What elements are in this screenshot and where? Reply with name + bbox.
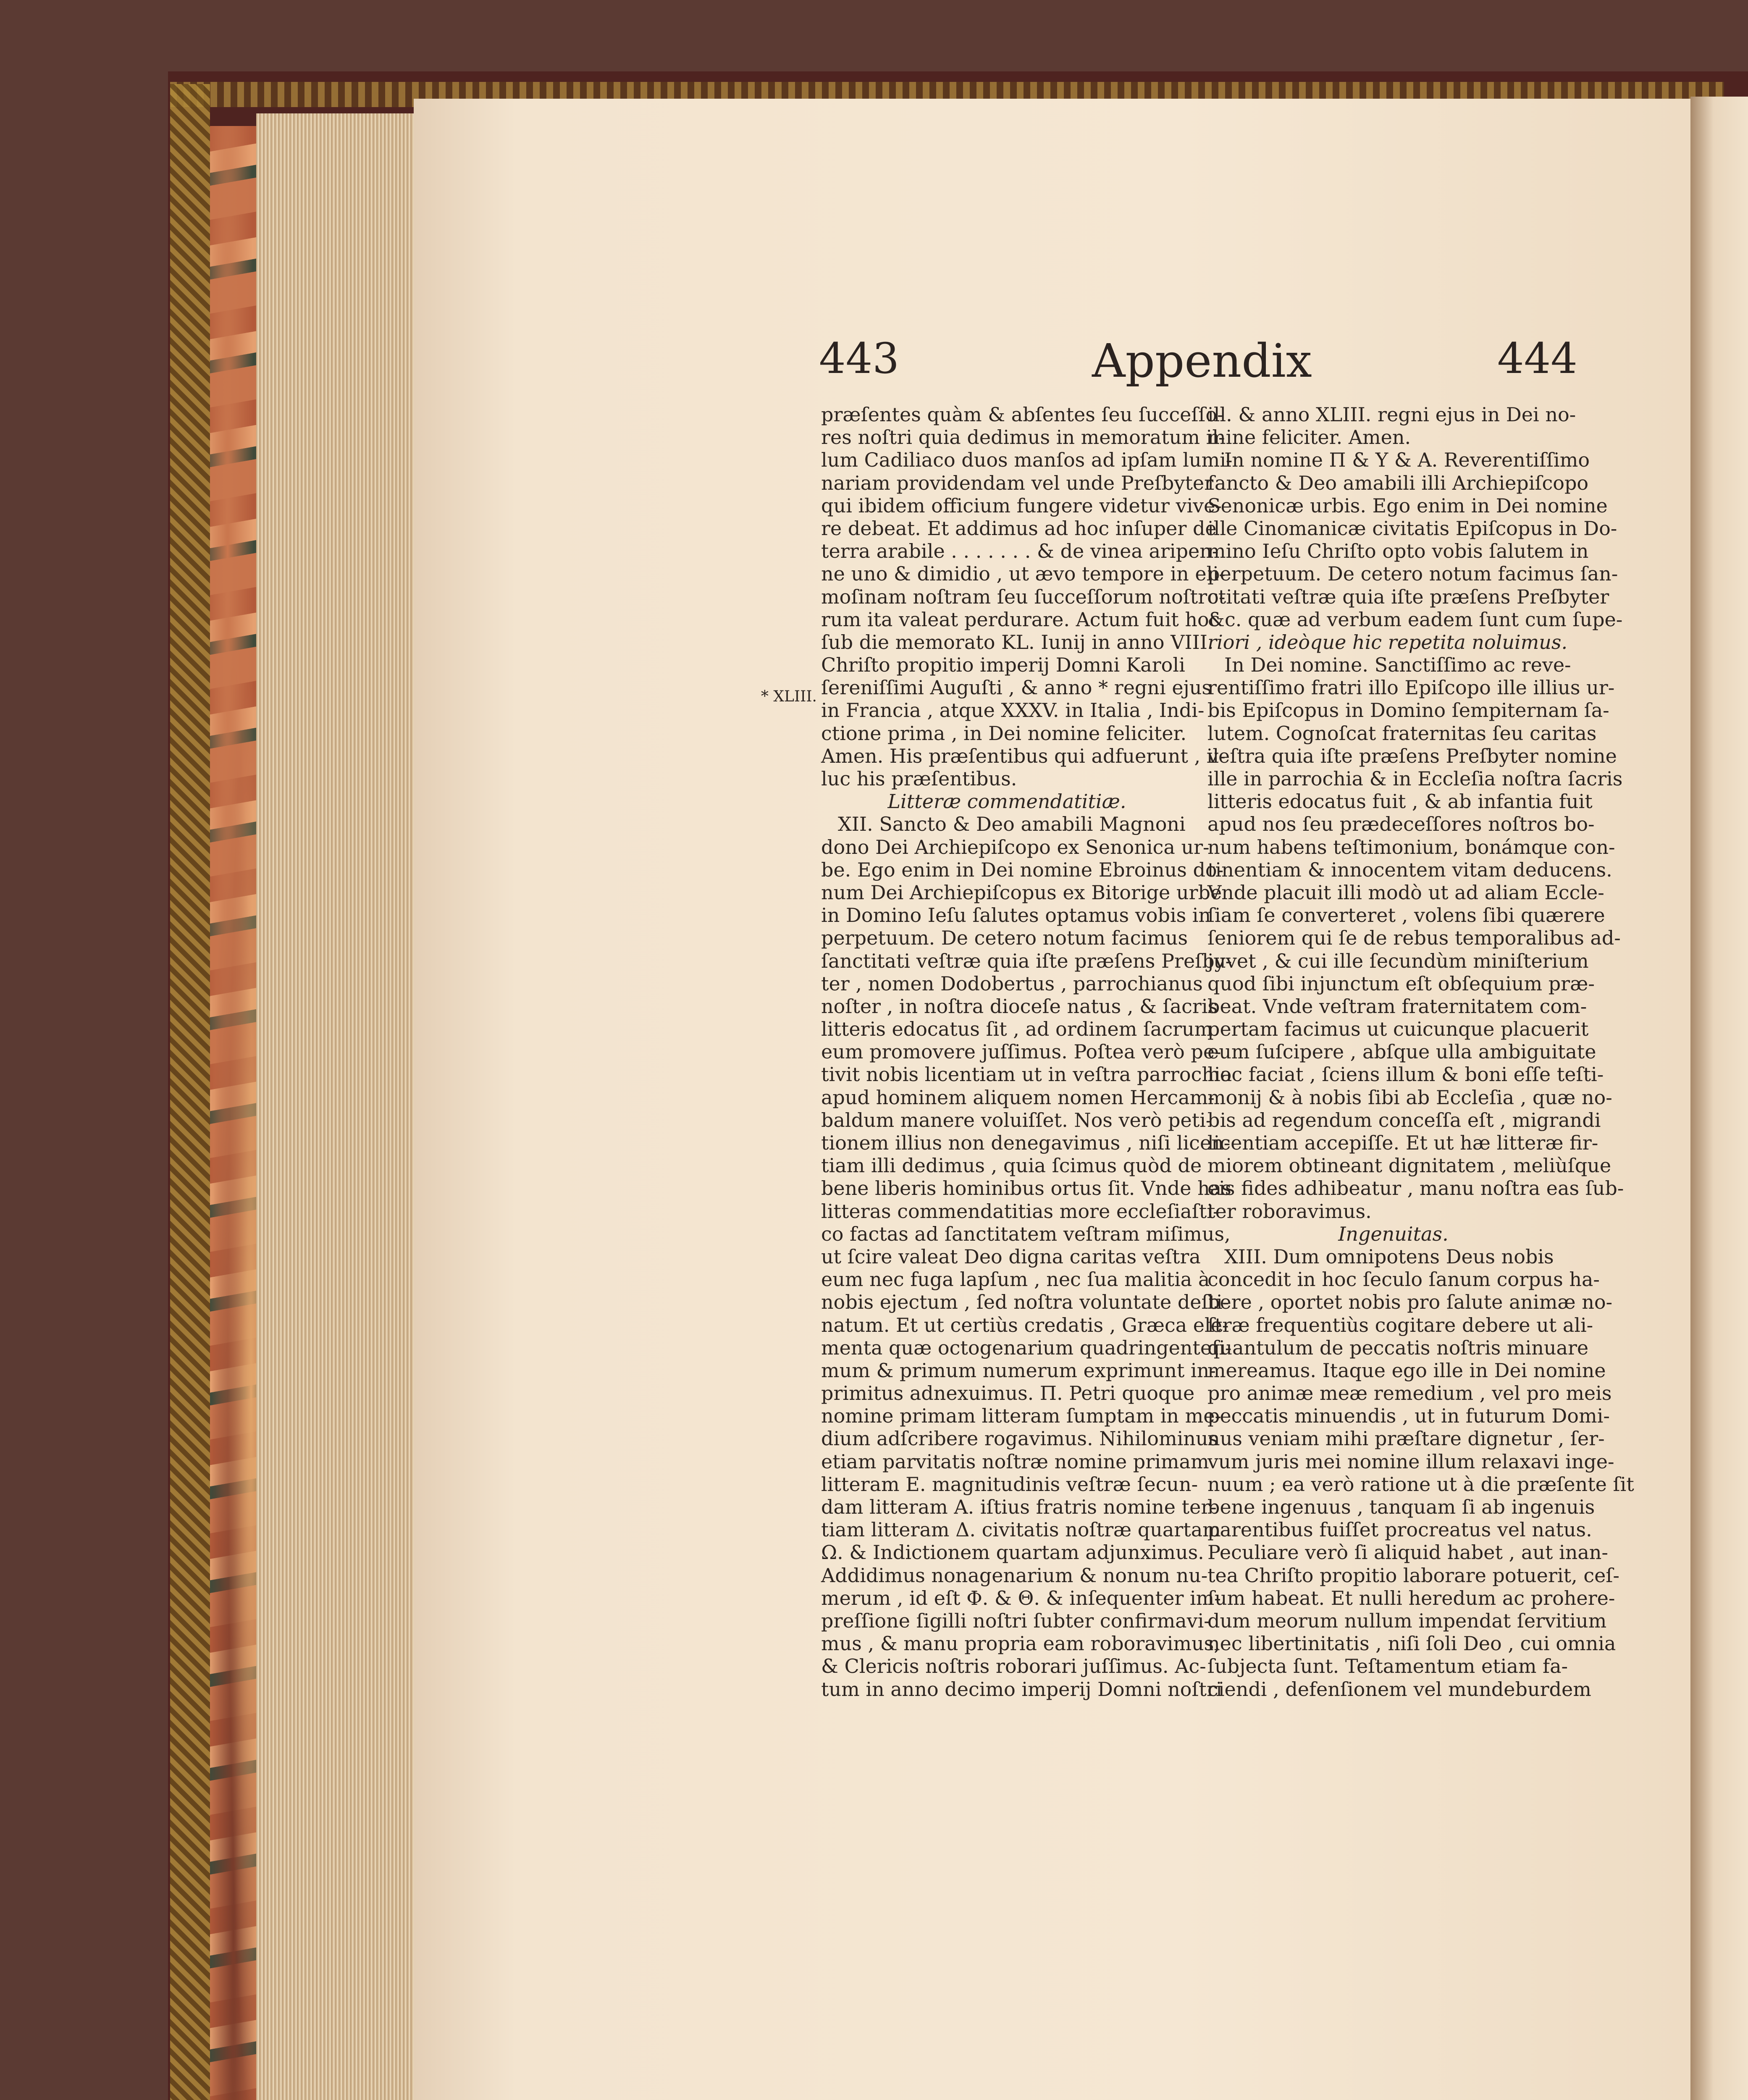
text-line: in Domino Ieſu ſalutes optamus vobis in [821,904,1211,927]
text-line: Amen. His præſentibus qui adfuerunt , il- [821,744,1226,767]
text-line: dam litteram A. iſtius fratris nomine ter- [821,1496,1217,1518]
margin-note: * XLIII. [761,688,817,705]
text-line: re debeat. Et addimus ad hoc inſuper de [821,517,1217,540]
text-line: primitus adnexuimus. Π. Petri quoque [821,1382,1195,1405]
text-line: beat. Vnde veſtram fraternitatem com- [1207,995,1587,1018]
text-line: Ω. & Indictionem quartam adjunximus. [821,1541,1204,1564]
text-line: mereamus. Itaque ego ille in Dei nomine [1207,1359,1606,1382]
text-line: pertam facimus ut cuicunque placuerit [1207,1018,1589,1041]
text-line: preſſione ſigilli noſtri ſubter confirmavi- [821,1609,1210,1632]
text-line: tum in anno decimo imperij Domni noſtri [821,1677,1222,1701]
text-line: be. Ego enim in Dei nomine Ebroinus do- [821,858,1224,881]
text-line: bene liberis hominibus ortus ſit. Vnde has [821,1177,1231,1200]
text-line: nariam providendam vel unde Preſbyter [821,471,1214,494]
text-line: bene ingenuus , tanquam ſi ab ingenuis [1207,1496,1595,1518]
text-line: in Francia , atque XXXV. in Italia , Indi- [821,699,1205,722]
text-line: nus veniam mihi præſtare dignetur , ſer- [1207,1427,1605,1450]
page-number-right: 444 [1497,334,1577,383]
text-line: num habens teſtimonium, bonámque con- [1207,835,1615,858]
text-line: natum. Et ut certiùs credatis , Græca ele- [821,1313,1229,1336]
text-line: bere , oportet nobis pro ſalute animæ no- [1207,1291,1613,1314]
text-line: litteris edocatus ſit , ad ordinem ſacrum [821,1018,1213,1041]
text-line: &c. quæ ad verbum eadem ſunt cum ſupe- [1207,608,1623,631]
text-line: ſeniorem qui ſe de rebus temporalibus ad- [1207,927,1621,950]
text-line: parentibus fuiſſet procreatus vel natus. [1207,1518,1592,1541]
text-line: eum promovere juſſimus. Poſtea verò pe- [821,1040,1221,1063]
text-line: terra arabile . . . . . . . & de vinea aripen- [821,540,1219,563]
text-line: lutem. Cognoſcat fraternitas ſeu caritas [1207,722,1597,745]
text-line: ſubjecta ſunt. Teſtamentum etiam fa- [1207,1655,1568,1678]
text-line: litteras commendatitias more eccleſiaſti- [821,1200,1220,1223]
text-line: qui ibidem officium fungere videtur vive- [821,494,1222,517]
text-line: mus , & manu propria eam roboravimus, [821,1632,1220,1655]
text-column-left [821,403,1233,1701]
text-line: In Dei nomine. Sanctiſſimo ac reve- [1224,654,1571,677]
text-line: ctitati veſtræ quia iſte præſens Preſbyter [1207,585,1609,608]
page-number-left: 443 [819,334,899,383]
text-line: rum ita valeat perdurare. Actum fuit hoc [821,608,1220,631]
text-line: & Clericis noſtris roborari juſſimus. Ac- [821,1655,1206,1678]
text-line: apud hominem aliquem nomen Hercam- [821,1086,1215,1109]
text-line: tionem illius non denegavimus , niſi licen- [821,1131,1231,1154]
text-line: dum meorum nullum impendat ſervitium [1207,1609,1607,1632]
text-line: mino Ieſu Chriſto opto vobis ſalutem in [1207,540,1589,563]
text-line: Vnde placuit illi modò ut ad aliam Eccle- [1207,881,1604,904]
text-line: mum & primum numerum exprimunt in- [821,1359,1216,1382]
text-line: luc his præſentibus. [821,767,1017,790]
text-line: ill. & anno XLIII. regni ejus in Dei no- [1207,403,1576,426]
text-line: ctione prima , in Dei nomine feliciter. [821,722,1187,745]
running-title: Appendix [1092,334,1312,388]
text-line: quantulum de peccatis noſtris minuare [1207,1336,1589,1359]
text-line: præſentes quàm & abſentes ſeu ſucceſſo- [821,403,1224,426]
text-line: tea Chriſto propitio laborare potuerit, ceſ- [1207,1564,1619,1587]
text-line: mine feliciter. Amen. [1207,426,1411,449]
text-line: ille Cinomanicæ civitatis Epiſcopus in Do- [1207,517,1617,540]
text-line: litteris edocatus fuit , & ab infantia fuit [1207,790,1593,813]
text-line: Peculiare verò ſi aliquid habet , aut inan- [1207,1541,1608,1564]
text-line: tinentiam & innocentem vitam deducens. [1207,858,1612,881]
text-column-right [1207,403,1634,1701]
facing-page-edge [1690,97,1748,2100]
text-line: XII. Sancto & Deo amabili Magnoni [838,813,1186,836]
text-line: ſereniſſimi Auguſti , & anno * regni ejus [821,676,1212,699]
text-line: ſancto & Deo amabili illi Archiepiſcopo [1207,471,1589,494]
text-line: Chriſto propitio imperij Domni Karoli [821,654,1185,677]
text-line: eis fides adhibeatur , manu noſtra eas ſub- [1207,1177,1624,1200]
text-line: perpetuum. De cetero notum facimus ſan- [1207,562,1618,585]
text-line: apud nos ſeu prædeceſſores noſtros bo- [1207,813,1595,836]
text-line: juvet , & cui ille ſecundùm miniſterium [1207,949,1589,972]
text-line: Senonicæ urbis. Ego enim in Dei nomine [1207,494,1608,517]
text-line: pro animæ meæ remedium , vel pro meis [1207,1382,1612,1405]
text-line: ciendi , defenſionem vel mundeburdem [1207,1677,1591,1701]
text-line: noſter , in noſtra dioceſe natus , & ſacris [821,995,1218,1018]
text-line: quod ſibi injunctum eſt obſequium præ- [1207,972,1595,995]
text-line: In nomine Π & Υ & A. Reverentiſſimo [1224,449,1590,472]
text-line: num Dei Archiepiſcopus ex Bitorige urbe [821,881,1222,904]
text-line: ſum habeat. Et nulli heredum ac prohere- [1207,1586,1615,1609]
text-line: vum juris mei nomine illum relaxavi inge- [1207,1450,1614,1473]
text-line: concedit in hoc ſeculo ſanum corpus ha- [1207,1268,1600,1291]
text-line: hoc faciat , ſciens illum & boni eſſe teſti- [1207,1063,1604,1086]
text-line: bis ad regendum conceſſa eſt , migrandi [1207,1108,1601,1131]
text-line: nobis ejectum , ſed noſtra voluntate deſti- [821,1291,1229,1314]
text-line: bis Epiſcopus in Domino ſempiternam ſa- [1207,699,1609,722]
text-line: dium adſcribere rogavimus. Nihilominus [821,1427,1218,1450]
text-line: miorem obtineant dignitatem , meliùſque [1207,1154,1612,1177]
text-line: monij & à nobis ſibi ab Eccleſia , quæ no- [1207,1086,1612,1109]
text-line: dono Dei Archiepiſcopo ex Senonica ur- [821,835,1210,858]
text-line: riori , ideòque hic repetita noluimus. [1207,630,1568,654]
text-line: XIII. Dum omnipotens Deus nobis [1224,1245,1554,1268]
text-line: ſiam ſe converteret , volens ſibi quærere [1207,904,1605,927]
text-line: baldum manere voluiſſet. Nos verò peti- [821,1108,1213,1131]
text-line: Litteræ commendatitiæ. [887,790,1126,813]
text-line: perpetuum. De cetero notum facimus [821,927,1188,950]
text-line: Addidimus nonagenarium & nonum nu- [821,1564,1208,1587]
text-line: res noſtri quia dedimus in memoratum il- [821,426,1225,449]
text-line: ſub die memorato KL. Iunij in anno VIII. [821,630,1214,654]
text-line: tiam litteram Δ. civitatis noſtræ quartam [821,1518,1221,1541]
text-line: nomine primam litteram ſumptam in me- [821,1404,1222,1428]
text-line: eum ſuſcipere , abſque ulla ambiguitate [1207,1040,1596,1063]
text-line: ter roboravimus. [1207,1200,1372,1223]
text-line: nuum ; ea verò ratione ut à die præſente ſit [1207,1473,1634,1496]
page-edges [256,113,420,2100]
text-line: co factas ad ſanctitatem veſtram miſimus, [821,1222,1231,1245]
text-line: nec libertinitatis , niſi ſoli Deo , cui omnia [1207,1632,1616,1655]
text-line: litteram E. magnitudinis veſtræ ſecun- [821,1473,1198,1496]
text-line: lum Cadiliaco duos manſos ad ipſam lumi- [821,449,1233,472]
text-line: rentiſſimo fratri illo Epiſcopo ille illius ur- [1207,676,1615,699]
text-line: ſanctitati veſtræ quia iſte præſens Preſby- [821,949,1232,972]
text-line: ſtræ frequentiùs cogitare debere ut ali- [1207,1313,1593,1336]
text-line: moſinam noſtram ſeu ſucceſſorum noſtro- [821,585,1226,608]
text-line: ille in parrochia & in Eccleſia noſtra ſacris [1207,767,1623,790]
text-line: etiam parvitatis noſtræ nomine primam [821,1450,1209,1473]
text-line: merum , id eſt Φ. & Θ. & inſequenter im- [821,1586,1221,1609]
text-line: ter , nomen Dodobertus , parrochianus [821,972,1203,995]
text-line: Ingenuitas. [1338,1222,1449,1245]
text-line: veſtra quia iſte præſens Preſbyter nomine [1207,744,1617,767]
text-line: licentiam accepiſſe. Et ut hæ litteræ fir- [1207,1131,1598,1154]
text-line: eum nec fuga lapſum , nec ſua malitia à [821,1268,1210,1291]
text-line: ut ſcire valeat Deo digna caritas veſtra [821,1245,1201,1268]
gilt-border-left [170,84,210,2100]
text-line: menta quæ octogenarium quadringenteſi- [821,1336,1232,1359]
text-line: ne uno & dimidio , ut ævo tempore in eli- [821,562,1226,585]
text-line: peccatis minuendis , ut in futurum Domi- [1207,1404,1610,1428]
text-line: tiam illi dedimus , quia ſcimus quòd de [821,1154,1202,1177]
text-line: tivit nobis licentiam ut in veſtra parrochia [821,1063,1232,1086]
